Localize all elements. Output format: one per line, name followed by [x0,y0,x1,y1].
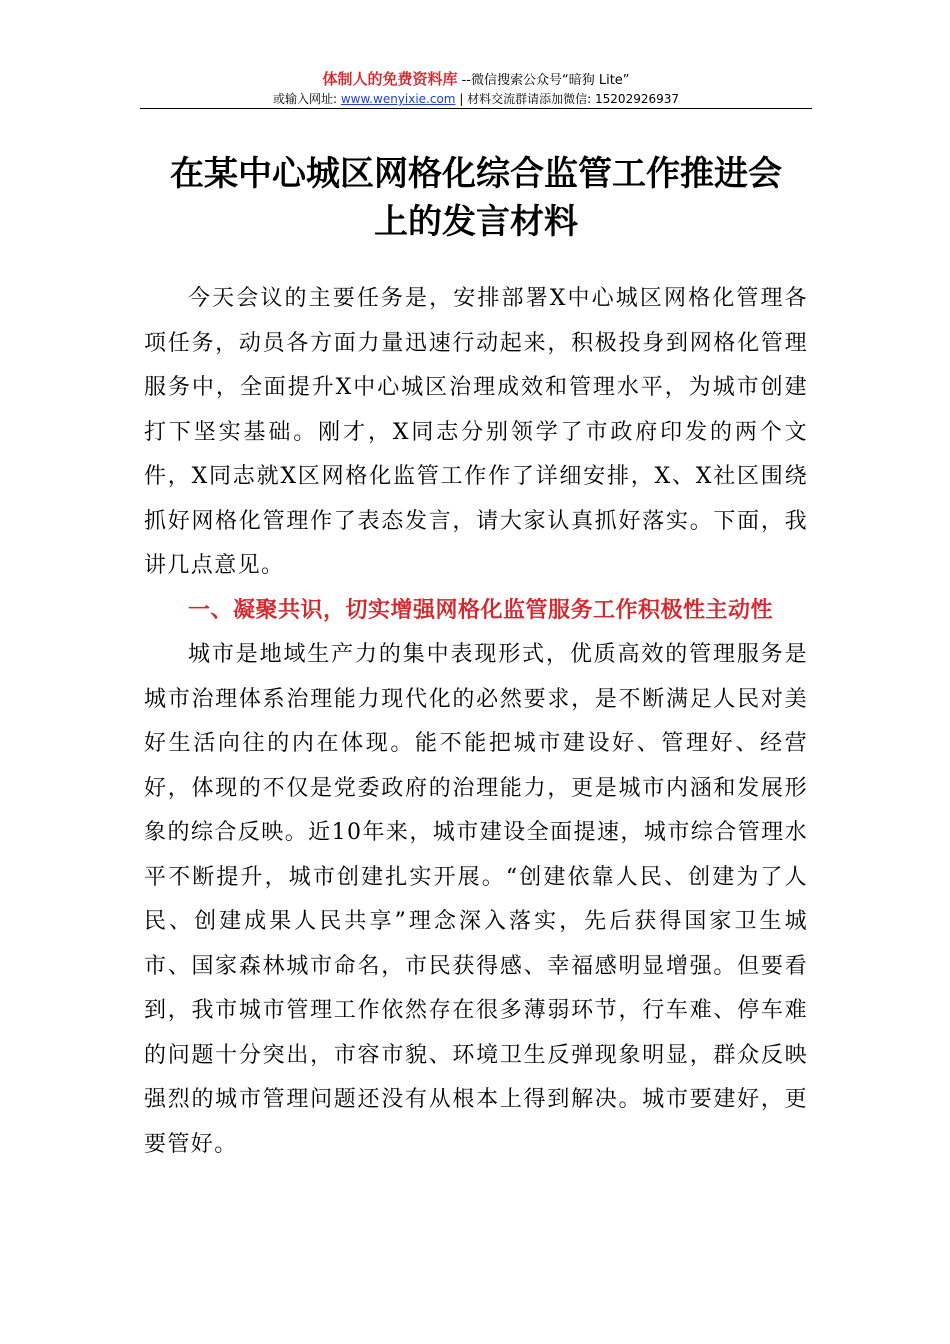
header-contact-line [140,90,812,108]
header-tagline: --微信搜索公众号“暗狗 Lite” [457,73,630,88]
header-url-link[interactable]: www.wenyixie.com [340,92,456,106]
header-divider [140,108,812,109]
intro-paragraph: 今天会议的主要任务是，安排部署X中心城区网格化管理各项任务，动员各方面力量迅速行动起来，积极投身到网格化管理服务中，全面提升X中心城区治理成效和管理水平，为城市创建打下坚实基础。刚才，X同志分别领学了市政府印发的两个文件，X同志就X区网格化监管工作作了详细安排，X、X社区围绕抓好网格化管理作了表态发言，请大家认真抓好落实。下面，我讲几点意见。 [144,286,808,578]
document-title [140,150,812,246]
title-line-1: 在某中心城区网格化综合监管工作推进会 [170,154,782,194]
document-body [144,277,808,1167]
header-promo-line [140,70,812,90]
section-1-paragraph: 城市是地域生产力的集中表现形式，优质高效的管理服务是城市治理体系治理能力现代化的必然要求，是不断满足人民对美好生活向往的内在体现。能不能把城市建设好、管理好、经营好，体现的不仅是党委政府的治理能力，更是城市内涵和发展形象的综合反映。近10年来，城市建设全面提速，城市综合管理水平不断提升，城市创建扎实开展。“创建依靠人民、创建为了人民、创建成果人民共享”理念深入落实，先后获得国家卫生城市、国家森林城市命名，市民获得感、幸福感明显增强。但要看到，我市城市管理工作依然存在很多薄弱环节，行车难、停车难的问题十分突出，市容市貌、环境卫生反弹现象明显，群众反映强烈的城市管理问题还没有从根本上得到解决。城市要建好，更要管好。 [144,642,808,1157]
header-brand: 体制人的免费资料库 [322,70,458,88]
header-url-prefix: 或输入网址: [272,92,341,106]
header-contact: | 材料交流群请添加微信: 15202926937 [455,92,680,106]
page-header [140,70,812,108]
title-line-2: 上的发言材料 [374,202,578,242]
section-1-heading: 一、凝聚共识，切实增强网格化监管服务工作积极性主动性 [188,597,774,623]
